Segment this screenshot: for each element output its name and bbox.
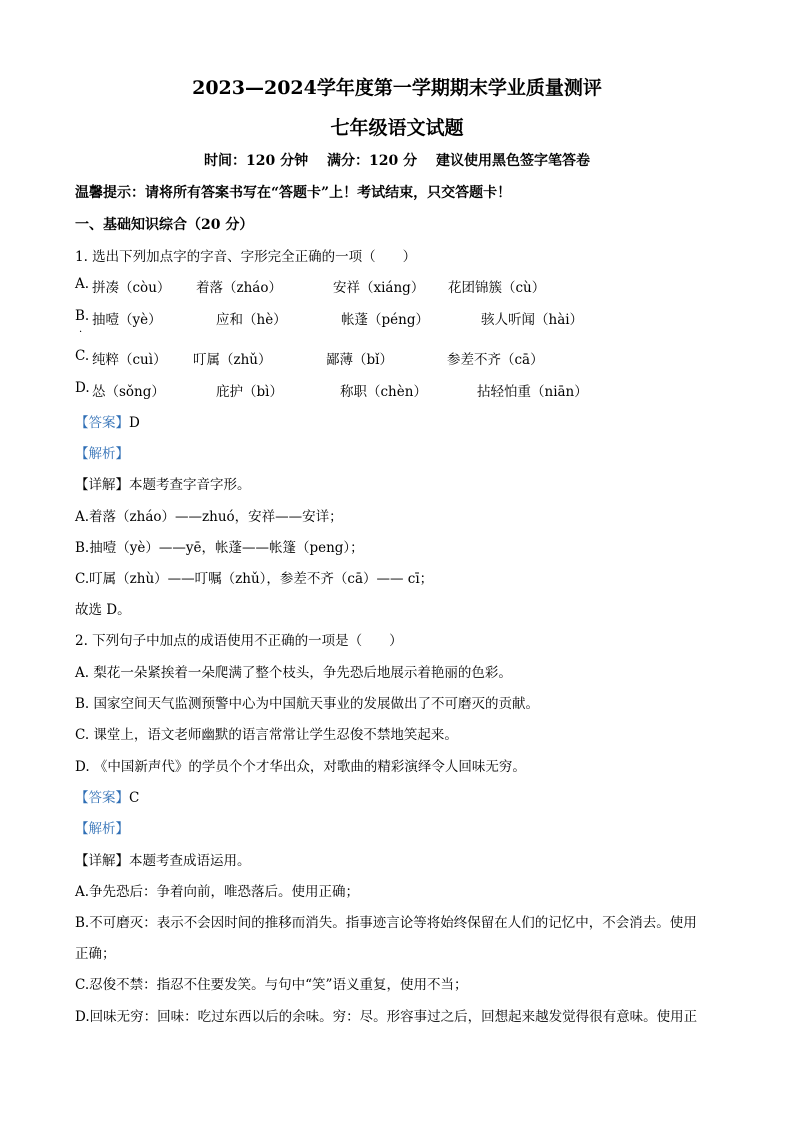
q1-conclusion: 故选 D。 xyxy=(75,602,131,618)
detail-text: 本题考查成语运用。 xyxy=(129,853,251,869)
q1-option-c-item: 叮属（zhǔ） xyxy=(193,352,272,368)
q2-analysis-line: A.争先恐后：争着向前，唯恐落后。使用正确； xyxy=(75,884,360,900)
q1-option-d-item: 拈轻怕重（niān） xyxy=(477,384,588,400)
exam-title: 2023—2024学年度第一学期期末学业质量测评 xyxy=(192,77,602,99)
answer-tag: 【答案】 xyxy=(75,415,129,431)
q1-option-a-item: 安祥（xiáng） xyxy=(333,280,425,296)
answer-value: D xyxy=(129,415,140,431)
q2-analysis-line: C.忍俊不禁：指忍不住要发笑。与句中“笑”语义重复，使用不当； xyxy=(75,977,468,993)
q1-option-a-item: 着落（zháo） xyxy=(196,280,282,296)
q1-option-c-item: 鄙薄（bǐ） xyxy=(326,352,393,368)
q1-option-d-item: 怂（sǒng） xyxy=(92,384,165,400)
detail-text: 本题考查字音字形。 xyxy=(129,477,251,493)
q1-option-d-item: 称职（chèn） xyxy=(340,384,427,400)
q1-option-a-item: 拼凑（còu） xyxy=(92,280,171,296)
q2-analysis-line: D.回味无穷：回味：吃过东西以后的余味。穷：尽。形容事过之后，回想起来越发觉得很有意味。使用正 xyxy=(75,1009,698,1025)
q2-analysis-line: B.不可磨灭：表示不会因时间的推移而消失。指事迹言论等将始终保留在人们的记忆中，不会消去。使用 xyxy=(75,915,697,931)
q1-option-a-label: A. xyxy=(75,276,90,292)
q1-option-b-label: B. xyxy=(75,308,90,324)
q1-option-b-item: 骇人听闻（hài） xyxy=(481,312,584,328)
detail-tag: 【详解】 xyxy=(75,853,129,869)
mark-dot: · xyxy=(79,327,83,338)
q2-option-c: C. 课堂上，语文老师幽默的语言常常让学生忍俊不禁地笑起来。 xyxy=(75,727,458,743)
exam-info: 时间：120 分钟 满分：120 分 建议使用黑色签字笔答卷 xyxy=(204,153,590,169)
detail-tag: 【详解】 xyxy=(75,477,129,493)
q1-option-a-item: 花团锦簇（cù） xyxy=(448,280,546,296)
q1-option-d-item: 庇护（bì） xyxy=(216,384,283,400)
q1-analysis-line: A.着落（zháo）——zhuó，安祥——安详； xyxy=(75,509,343,525)
q2-stem: 2. 下列句子中加点的成语使用不正确的一项是（ ） xyxy=(75,633,403,649)
analysis-tag: 【解析】 xyxy=(75,446,129,462)
answer-value: C xyxy=(129,790,140,806)
q2-option-a: A. 梨花一朵紧挨着一朵爬满了整个枝头，争先恐后地展示着艳丽的色彩。 xyxy=(75,665,512,681)
q2-option-d: D. 《中国新声代》的学员个个才华出众，对歌曲的精彩演绎令人回味无穷。 xyxy=(75,759,526,775)
q1-option-b-item: 抽噎（yè） xyxy=(92,312,162,328)
q1-option-b-item: 帐蓬（péng） xyxy=(341,312,429,328)
q1-option-c-item: 纯粹（cuì） xyxy=(92,352,167,368)
q1-option-c-item: 参差不齐（cā） xyxy=(447,352,544,368)
notice: 温馨提示：请将所有答案书写在“答题卡”上！考试结束，只交答题卡！ xyxy=(75,185,512,201)
q2-answer-row xyxy=(75,786,139,806)
q1-option-b-item: 应和（hè） xyxy=(216,312,287,328)
q1-detail-row xyxy=(75,473,251,493)
exam-subtitle: 七年级语文试题 xyxy=(330,117,464,139)
q1-analysis-line: B.抽噎（yè）——yē，帐蓬——帐篷（peng）； xyxy=(75,540,364,556)
q2-detail-row xyxy=(75,849,251,869)
q1-analysis-line: C.叮属（zhù）——叮嘱（zhǔ），参差不齐（cā）—— cī； xyxy=(75,571,434,587)
q2-analysis-line: 正确； xyxy=(75,946,116,962)
q1-option-d-label: D. xyxy=(75,380,90,396)
q1-answer-row xyxy=(75,411,140,431)
analysis-tag: 【解析】 xyxy=(75,821,129,837)
q2-option-b: B. 国家空间天气监测预警中心为中国航天事业的发展做出了不可磨灭的贡献。 xyxy=(75,696,540,712)
answer-tag: 【答案】 xyxy=(75,790,129,806)
section-heading: 一、基础知识综合（20 分） xyxy=(75,217,254,233)
q1-stem: 1. 选出下列加点字的字音、字形完全正确的一项（ ） xyxy=(75,249,417,265)
q1-option-c-label: C. xyxy=(75,348,90,364)
